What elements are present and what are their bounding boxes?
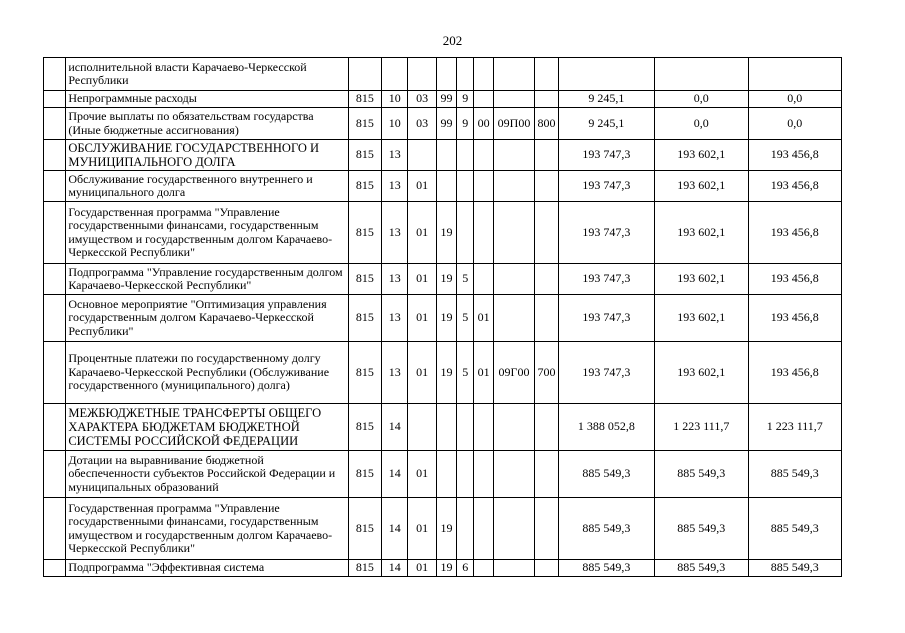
- code-rz: 14: [382, 560, 408, 577]
- code-p2: 5: [457, 342, 474, 404]
- code-vr: [535, 451, 558, 498]
- amount-y1: 193 747,3: [558, 171, 654, 202]
- row-name: ОБСЛУЖИВАНИЕ ГОСУДАРСТВЕННОГО И МУНИЦИПАЛЬНОГО ДОЛГА: [66, 140, 348, 171]
- code-p1: [436, 404, 456, 451]
- code-rz: 10: [382, 91, 408, 108]
- amount-y3: 193 456,8: [748, 264, 842, 295]
- code-p2: 9: [457, 91, 474, 108]
- row-name: Процентные платежи по государственному долгу Карачаево-Черкесской Республики (Обслуживание государственного (муниципального) долга): [66, 342, 348, 404]
- code-p2: [457, 58, 474, 91]
- code-p1: 19: [436, 560, 456, 577]
- table-row: [44, 91, 842, 108]
- code-pr: 01: [408, 498, 436, 560]
- row-name: Государственная программа "Управление государственными финансами, государственным имуществом и государственным долгом Карачаево-Черкесской Республики": [66, 498, 348, 560]
- code-p2: [457, 171, 474, 202]
- table-row: [44, 451, 842, 498]
- code-rz: 13: [382, 264, 408, 295]
- amount-y3: 0,0: [748, 91, 842, 108]
- code-gr: 815: [348, 295, 382, 342]
- row-name: Обслуживание государственного внутреннего и муниципального долга: [66, 171, 348, 202]
- code-pr: [408, 404, 436, 451]
- code-rz: 14: [382, 498, 408, 560]
- code-rz: 14: [382, 451, 408, 498]
- page-number: 202: [442, 33, 463, 48]
- code-p4: [493, 91, 535, 108]
- code-rz: 13: [382, 140, 408, 171]
- code-p4: [493, 171, 535, 202]
- amount-y1: 193 747,3: [558, 264, 654, 295]
- table-row: [44, 58, 842, 91]
- code-p1: [436, 140, 456, 171]
- row-name: Подпрограмма "Эффективная система: [66, 560, 348, 577]
- code-p1: [436, 171, 456, 202]
- code-gr: 815: [348, 264, 382, 295]
- code-p3: [474, 140, 493, 171]
- code-vr: [535, 140, 558, 171]
- amount-y2: 193 602,1: [655, 264, 748, 295]
- row-margin-cell: [44, 404, 66, 451]
- code-rz: [382, 58, 408, 91]
- code-p1: 19: [436, 202, 456, 264]
- row-margin-cell: [44, 295, 66, 342]
- amount-y3: 193 456,8: [748, 342, 842, 404]
- amount-y3: [748, 58, 842, 91]
- amount-y2: [655, 58, 748, 91]
- code-p3: 01: [474, 295, 493, 342]
- row-name: Дотации на выравнивание бюджетной обеспеченности субъектов Российской Федерации и муниципальных образований: [66, 451, 348, 498]
- code-p1: 19: [436, 342, 456, 404]
- code-p4: 09Г00: [493, 342, 535, 404]
- code-p3: [474, 451, 493, 498]
- amount-y3: 193 456,8: [748, 202, 842, 264]
- code-pr: 01: [408, 295, 436, 342]
- amount-y2: 193 602,1: [655, 295, 748, 342]
- code-vr: [535, 295, 558, 342]
- code-vr: [535, 264, 558, 295]
- code-p4: 09П00: [493, 108, 535, 140]
- amount-y3: 193 456,8: [748, 171, 842, 202]
- amount-y3: 193 456,8: [748, 295, 842, 342]
- code-vr: [535, 91, 558, 108]
- code-vr: [535, 560, 558, 577]
- code-p4: [493, 58, 535, 91]
- code-pr: 01: [408, 202, 436, 264]
- table-row: [44, 295, 842, 342]
- amount-y3: 1 223 111,7: [748, 404, 842, 451]
- row-name: Подпрограмма "Управление государственным долгом Карачаево-Черкесской Республики": [66, 264, 348, 295]
- amount-y1: 193 747,3: [558, 342, 654, 404]
- amount-y2: 193 602,1: [655, 202, 748, 264]
- code-pr: 03: [408, 108, 436, 140]
- code-p2: 9: [457, 108, 474, 140]
- code-p3: [474, 404, 493, 451]
- code-pr: 03: [408, 91, 436, 108]
- code-p4: [493, 295, 535, 342]
- code-p1: 19: [436, 264, 456, 295]
- code-rz: 10: [382, 108, 408, 140]
- amount-y3: 885 549,3: [748, 451, 842, 498]
- amount-y3: 885 549,3: [748, 560, 842, 577]
- code-p2: [457, 202, 474, 264]
- amount-y1: 885 549,3: [558, 498, 654, 560]
- row-margin-cell: [44, 58, 66, 91]
- amount-y2: 885 549,3: [655, 498, 748, 560]
- code-p3: [474, 171, 493, 202]
- row-name: Основное мероприятие "Оптимизация управления государственным долгом Карачаево-Черкесской Республики": [66, 295, 348, 342]
- code-vr: [535, 202, 558, 264]
- amount-y3: 193 456,8: [748, 140, 842, 171]
- row-name: Прочие выплаты по обязательствам государства (Иные бюджетные ассигнования): [66, 108, 348, 140]
- amount-y2: 0,0: [655, 108, 748, 140]
- code-gr: 815: [348, 140, 382, 171]
- code-gr: 815: [348, 342, 382, 404]
- code-gr: 815: [348, 108, 382, 140]
- code-p1: 99: [436, 91, 456, 108]
- code-vr: 800: [535, 108, 558, 140]
- code-pr: 01: [408, 451, 436, 498]
- row-margin-cell: [44, 91, 66, 108]
- table-row: [44, 264, 842, 295]
- table-row: [44, 140, 842, 171]
- row-margin-cell: [44, 264, 66, 295]
- code-p3: 00: [474, 108, 493, 140]
- amount-y1: 885 549,3: [558, 451, 654, 498]
- code-pr: 01: [408, 560, 436, 577]
- amount-y2: 885 549,3: [655, 451, 748, 498]
- code-vr: [535, 171, 558, 202]
- amount-y2: 1 223 111,7: [655, 404, 748, 451]
- row-margin-cell: [44, 451, 66, 498]
- code-pr: 01: [408, 171, 436, 202]
- code-p1: 19: [436, 295, 456, 342]
- code-gr: 815: [348, 202, 382, 264]
- code-p4: [493, 498, 535, 560]
- code-gr: 815: [348, 91, 382, 108]
- code-pr: 01: [408, 264, 436, 295]
- code-p4: [493, 451, 535, 498]
- row-name: исполнительной власти Карачаево-Черкесской Республики: [66, 58, 348, 91]
- code-p4: [493, 560, 535, 577]
- row-name: МЕЖБЮДЖЕТНЫЕ ТРАНСФЕРТЫ ОБЩЕГО ХАРАКТЕРА БЮДЖЕТАМ БЮДЖЕТНОЙ СИСТЕМЫ РОССИЙСКОЙ ФЕДЕРАЦИИ: [66, 404, 348, 451]
- code-p1: 99: [436, 108, 456, 140]
- table-row: [44, 171, 842, 202]
- code-rz: 14: [382, 404, 408, 451]
- code-pr: [408, 140, 436, 171]
- table-row: [44, 108, 842, 140]
- code-gr: 815: [348, 560, 382, 577]
- amount-y1: [558, 58, 654, 91]
- table-row: [44, 560, 842, 577]
- code-p4: [493, 202, 535, 264]
- row-margin-cell: [44, 108, 66, 140]
- table-row: [44, 202, 842, 264]
- row-name: Государственная программа "Управление государственными финансами, государственным имуществом и государственным долгом Карачаево-Черкесской Республики": [66, 202, 348, 264]
- code-p2: 5: [457, 264, 474, 295]
- code-p3: [474, 264, 493, 295]
- code-p4: [493, 264, 535, 295]
- code-vr: [535, 498, 558, 560]
- amount-y2: 193 602,1: [655, 140, 748, 171]
- code-gr: 815: [348, 451, 382, 498]
- table-row: [44, 404, 842, 451]
- amount-y3: 0,0: [748, 108, 842, 140]
- code-p3: [474, 91, 493, 108]
- code-vr: [535, 404, 558, 451]
- row-margin-cell: [44, 342, 66, 404]
- code-pr: [408, 58, 436, 91]
- amount-y1: 9 245,1: [558, 108, 654, 140]
- code-p3: [474, 560, 493, 577]
- code-p2: 5: [457, 295, 474, 342]
- code-rz: 13: [382, 342, 408, 404]
- code-p2: 6: [457, 560, 474, 577]
- code-vr: 700: [535, 342, 558, 404]
- amount-y1: 9 245,1: [558, 91, 654, 108]
- code-p4: [493, 140, 535, 171]
- amount-y2: 193 602,1: [655, 171, 748, 202]
- row-margin-cell: [44, 171, 66, 202]
- amount-y2: 193 602,1: [655, 342, 748, 404]
- code-p3: 01: [474, 342, 493, 404]
- code-p4: [493, 404, 535, 451]
- code-p1: [436, 58, 456, 91]
- code-p2: [457, 404, 474, 451]
- budget-table: [43, 57, 842, 577]
- amount-y1: 1 388 052,8: [558, 404, 654, 451]
- amount-y2: 0,0: [655, 91, 748, 108]
- amount-y1: 193 747,3: [558, 202, 654, 264]
- code-rz: 13: [382, 295, 408, 342]
- code-vr: [535, 58, 558, 91]
- code-p3: [474, 58, 493, 91]
- code-p3: [474, 202, 493, 264]
- code-gr: [348, 58, 382, 91]
- code-gr: 815: [348, 404, 382, 451]
- table-row: [44, 498, 842, 560]
- amount-y1: 885 549,3: [558, 560, 654, 577]
- code-rz: 13: [382, 171, 408, 202]
- amount-y2: 885 549,3: [655, 560, 748, 577]
- code-p2: [457, 451, 474, 498]
- code-pr: 01: [408, 342, 436, 404]
- row-margin-cell: [44, 140, 66, 171]
- amount-y1: 193 747,3: [558, 140, 654, 171]
- code-gr: 815: [348, 171, 382, 202]
- code-p2: [457, 498, 474, 560]
- code-gr: 815: [348, 498, 382, 560]
- code-rz: 13: [382, 202, 408, 264]
- row-margin-cell: [44, 560, 66, 577]
- code-p2: [457, 140, 474, 171]
- row-margin-cell: [44, 202, 66, 264]
- amount-y3: 885 549,3: [748, 498, 842, 560]
- table-row: [44, 342, 842, 404]
- code-p3: [474, 498, 493, 560]
- code-p1: [436, 451, 456, 498]
- amount-y1: 193 747,3: [558, 295, 654, 342]
- row-name: Непрограммные расходы: [66, 91, 348, 108]
- code-p1: 19: [436, 498, 456, 560]
- row-margin-cell: [44, 498, 66, 560]
